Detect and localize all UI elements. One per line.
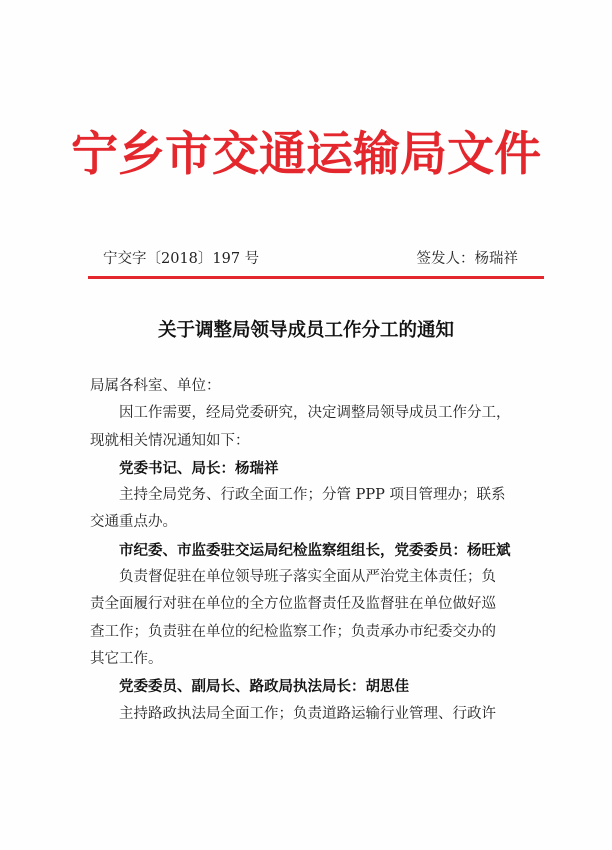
document-number: 宁交字〔2018〕197 号: [103, 251, 260, 267]
section-heading: 党委书记、局长：杨瑞祥: [119, 459, 279, 477]
red-divider-line: [88, 276, 544, 279]
notice-title: 关于调整局领导成员工作分工的通知: [157, 320, 454, 341]
section-heading: 党委委员、副局长、路政局执法局长：胡思佳: [119, 678, 409, 696]
signer-label: 签发人：杨瑞祥: [416, 251, 518, 267]
body-line: 其它工作。: [90, 650, 163, 667]
notice-body: [90, 373, 532, 728]
body-line: 因工作需要，经局党委研究，决定调整局领导成员工作分工，: [119, 405, 511, 422]
body-line: 查工作；负责驻在单位的纪检监察工作；负责承办市纪委交办的: [90, 623, 496, 640]
body-line: 主持路政执法局全面工作；负责道路运输行业管理、行政许: [119, 705, 496, 722]
document-header-title: 宁乡市交通运输局文件: [71, 127, 541, 182]
body-line: 责全面履行对驻在单位的全方位监督责任及监督驻在单位做好巡: [90, 596, 496, 613]
body-line: 现就相关情况通知如下：: [90, 432, 250, 449]
section-heading: 市纪委、市监委驻交运局纪检监察组组长，党委委员：杨旺斌: [119, 541, 511, 559]
body-line: 交通重点办。: [90, 514, 177, 531]
body-line: 主持全局党务、行政全面工作；分管 PPP 项目管理办；联系: [119, 487, 506, 504]
salutation-line: 局属各科室、单位：: [90, 378, 221, 394]
body-line: 负责督促驻在单位领导班子落实全面从严治党主体责任；负: [119, 569, 496, 586]
